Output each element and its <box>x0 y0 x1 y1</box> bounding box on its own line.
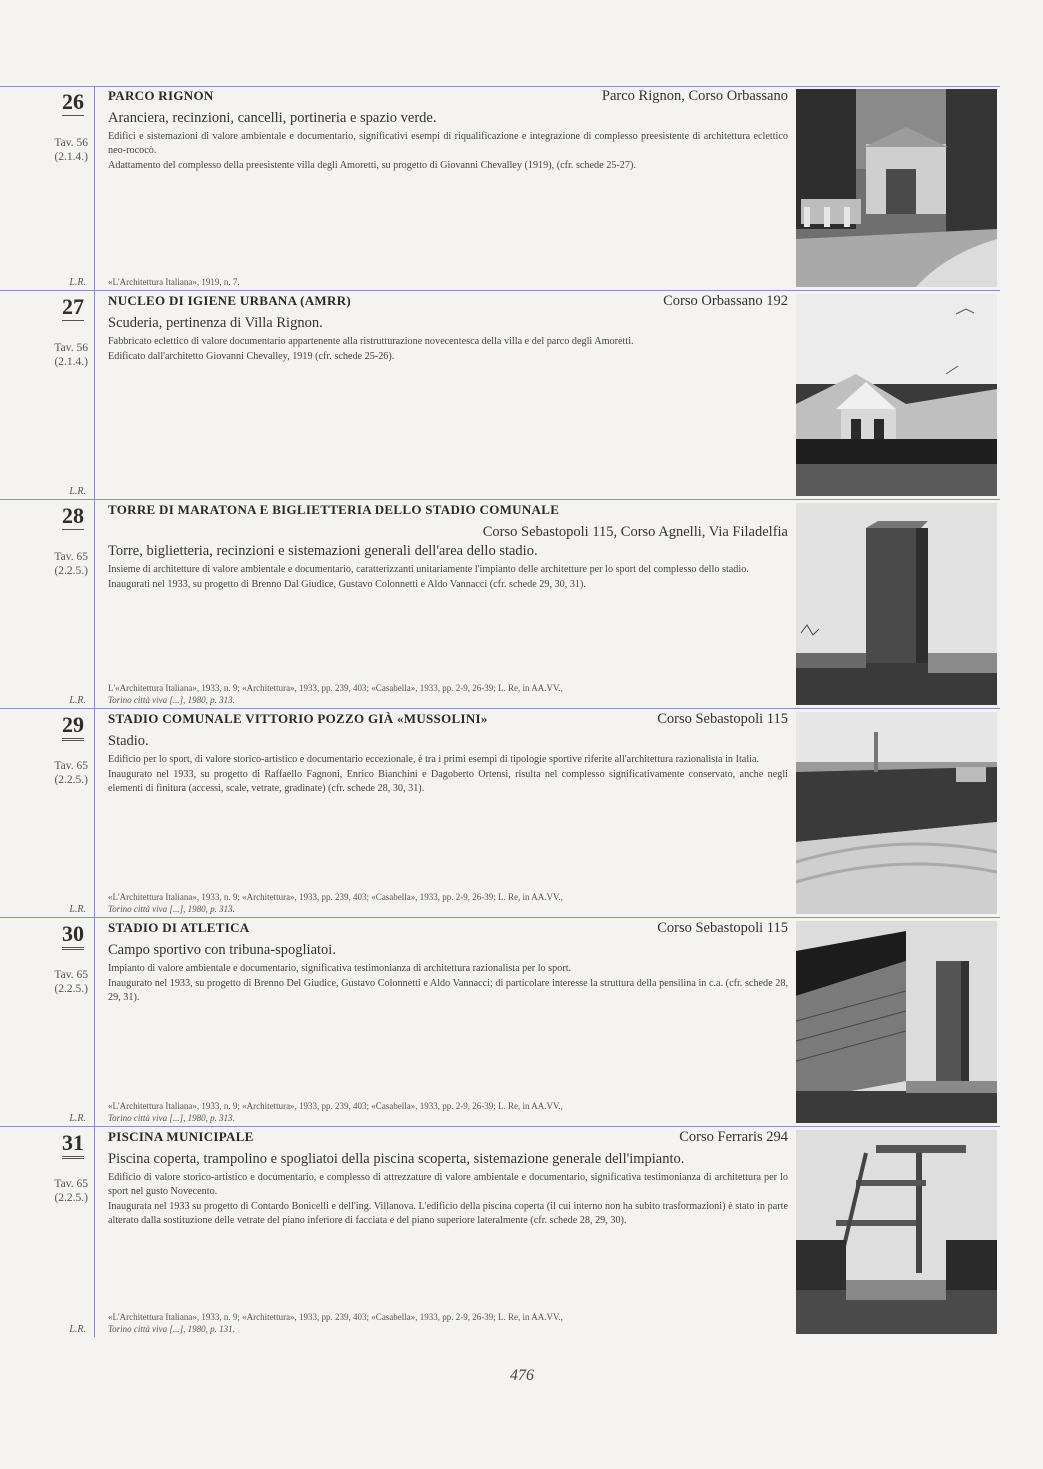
sheet-references: «L'Architettura Italiana», 1933, n. 9; «Architettura», 1933, pp. 239, 403; «Casabella», 1933, pp. 2-9, 26-39; L. Re, in AA.VV., Torino città viva [...], 1980, p. 313. <box>108 892 563 914</box>
sheet-title: NUCLEO DI IGIENE URBANA (AMRR) <box>108 293 352 308</box>
sheet-history: Inaugurati nel 1933, su progetto di Brenno Dal Giudice, Gustavo Colonnetti e Aldo Vannacci (cfr. schede 29, 30, 31). <box>108 579 586 590</box>
page-number: 476 <box>510 1367 534 1384</box>
table-reference: Tav. 65 (2.2.5.) <box>54 760 88 786</box>
sheet-title: PARCO RIGNON <box>108 88 214 103</box>
sheet-history: Inaugurato nel 1933, su progetto di Brenno Del Giudice, Gustavo Colonnetti e Aldo Vannacci; di particolare interesse la struttura della pensilina in c.a. (cfr. schede 28, 29, 31). <box>108 978 788 1003</box>
sheet-history: Inaugurato nel 1933, su progetto di Raffaello Fagnoni, Enrico Bianchini e Dagoberto Ortensi, risulta nel complesso significativamente conservato, anche negli elementi di finitura (accessi, scale, vetrate, gradinate) (cfr. schede 28, 30, 31). <box>108 769 788 794</box>
sheet-index-column <box>0 86 95 290</box>
sheet-index-column <box>0 1127 95 1337</box>
sheet-address: Corso Sebastopoli 115, Corso Agnelli, Via Filadelfia <box>482 524 788 540</box>
table-reference: Tav. 65 (2.2.5.) <box>54 551 88 577</box>
sheet-description: Fabbricato eclettico di valore documentario appartenente alla ristrutturazione novecentesca della villa e del parco degli Amoretti. <box>108 336 634 347</box>
sheet-address: Corso Sebastopoli 115 <box>657 920 788 936</box>
sheet-title: STADIO DI ATLETICA <box>108 920 250 935</box>
table-reference: Tav. 65 (2.2.5.) <box>54 969 88 995</box>
photo-parco-rignon <box>796 89 997 287</box>
sheet-title: STADIO COMUNALE VITTORIO POZZO GIÀ «MUSSOLINI» <box>108 711 488 726</box>
table-reference: Tav. 56 (2.1.4.) <box>54 137 88 163</box>
sheet-30 <box>0 918 1000 1127</box>
table-reference: Tav. 56 (2.1.4.) <box>54 342 88 368</box>
sheet-description: Edificio di valore storico-artistico e documentario, e complesso di attrezzature di valore ambientale e documentario, significativa testimonianza di architettura per lo sport nel gusto Novecento. <box>108 1172 788 1197</box>
sheet-subtitle: Scuderia, pertinenza di Villa Rignon. <box>108 315 323 331</box>
sheet-subtitle: Torre, biglietteria, recinzioni e sistemazioni generali dell'area dello stadio. <box>108 543 538 559</box>
sheet-address: Corso Orbassano 192 <box>663 293 788 309</box>
sheet-29 <box>0 709 1000 918</box>
sheet-description: Edificio per lo sport, di valore storico-artistico e documentario eccezionale, è tra i primi esempi di tipologie sportive riferite all'architettura razionalista in Italia. <box>108 754 760 765</box>
table-reference: Tav. 65 (2.2.5.) <box>54 1178 88 1204</box>
photo-stadio-comunale <box>796 712 997 914</box>
sheet-references: «L'Architettura Italiana», 1933, n. 9; «Architettura», 1933, pp. 239, 403; «Casabella», 1933, pp. 2-9, 26-39; L. Re, in AA.VV., Torino città viva [...], 1980, p. 131. <box>108 1312 563 1334</box>
sheet-number: 31 <box>62 1131 84 1159</box>
sheet-content <box>108 500 788 708</box>
sheet-26 <box>0 86 1000 291</box>
sheet-references: L'«Architettura Italiana», 1933, n. 9; «Architettura», 1933, pp. 239, 403; «Casabella», 1933, pp. 2-9, 26-39; L. Re, in AA.VV., Torino città viva [...], 1980, p. 313. <box>108 683 563 705</box>
sheet-index-column <box>0 709 95 917</box>
sheet-number: 28 <box>62 503 84 528</box>
sheet-content <box>108 291 788 499</box>
sheet-number: 27 <box>62 294 84 319</box>
sheet-references: «L'Architettura Italiana», 1919, n. 7. <box>108 277 240 287</box>
sheet-history: Adattamento del complesso della preesistente villa degli Amoretti, su progetto di Giovanni Chevalley (1919), (cfr. schede 25-27). <box>108 160 636 171</box>
sheet-title: PISCINA MUNICIPALE <box>108 1129 254 1144</box>
sheet-references: «L'Architettura Italiana», 1933, n. 9; «Architettura», 1933, pp. 239, 403; «Casabella», 1933, pp. 2-9, 26-39; L. Re, in AA.VV., Torino città viva [...], 1980, p. 313. <box>108 1101 563 1123</box>
sheet-28 <box>0 500 1000 709</box>
sheet-content <box>108 709 788 917</box>
sheet-subtitle: Campo sportivo con tribuna-spogliatoi. <box>108 942 336 958</box>
sheet-index-column <box>0 500 95 708</box>
sheet-subtitle: Piscina coperta, trampolino e spogliatoi della piscina scoperta, sistemazione generale dell'impianto. <box>108 1151 685 1167</box>
sheet-content <box>108 918 788 1126</box>
sheet-title: TORRE DI MARATONA E BIGLIETTERIA DELLO STADIO COMUNALE <box>108 502 560 517</box>
author-initials: L.R. <box>69 1113 86 1124</box>
author-initials: L.R. <box>69 695 86 706</box>
sheet-number: 26 <box>62 89 84 114</box>
sheet-index-column <box>0 291 95 499</box>
sheet-address: Corso Sebastopoli 115 <box>657 711 788 727</box>
sheet-31 <box>0 1127 1000 1337</box>
sheet-content <box>108 86 788 290</box>
sheet-subtitle: Aranciera, recinzioni, cancelli, portineria e spazio verde. <box>108 110 437 126</box>
sheet-index-column <box>0 918 95 1126</box>
sheet-history: Inaugurata nel 1933 su progetto di Contardo Bonicelli e dell'ing. Villanova. L'edificio della piscina coperta (il cui interno non ha subito trasformazioni) è stato in parte alterato dalla sostituzione delle vetrate del piano inferiore di facciata e del piano superiore lateralmente (cfr. schede 28, 29, 30). <box>108 1201 788 1226</box>
sheet-address: Corso Ferraris 294 <box>679 1129 788 1145</box>
sheet-description: Insieme di architetture di valore ambientale e documentario, caratterizzanti unitariamente l'impianto delle architetture per lo sport del complesso dello stadio. <box>108 564 749 575</box>
photo-nucleo-igiene-urbana <box>796 294 997 496</box>
sheet-number: 30 <box>62 922 84 950</box>
photo-piscina-municipale <box>796 1130 997 1334</box>
sheet-number: 29 <box>62 713 84 741</box>
sheet-address: Parco Rignon, Corso Orbassano <box>601 88 788 104</box>
sheet-description: Edifici e sistemazioni di valore ambientale e documentario, significativi esempi di riqualificazione e integrazione di complesso preesistente di architettura eclettico neo-rococò. <box>108 131 788 156</box>
author-initials: L.R. <box>69 277 86 288</box>
sheet-description: Impianto di valore ambientale e documentario, significativa testimonianza di architettura razionalista per lo sport. <box>108 963 572 974</box>
sheet-27 <box>0 291 1000 500</box>
sheet-history: Edificato dall'architetto Giovanni Chevalley, 1919 (cfr. schede 25-26). <box>108 351 395 362</box>
author-initials: L.R. <box>69 904 86 915</box>
author-initials: L.R. <box>69 1324 86 1335</box>
author-initials: L.R. <box>69 486 86 497</box>
sheet-content <box>108 1127 788 1337</box>
sheet-subtitle: Stadio. <box>108 733 149 749</box>
photo-torre-maratona <box>796 503 997 705</box>
photo-stadio-atletica <box>796 921 997 1123</box>
